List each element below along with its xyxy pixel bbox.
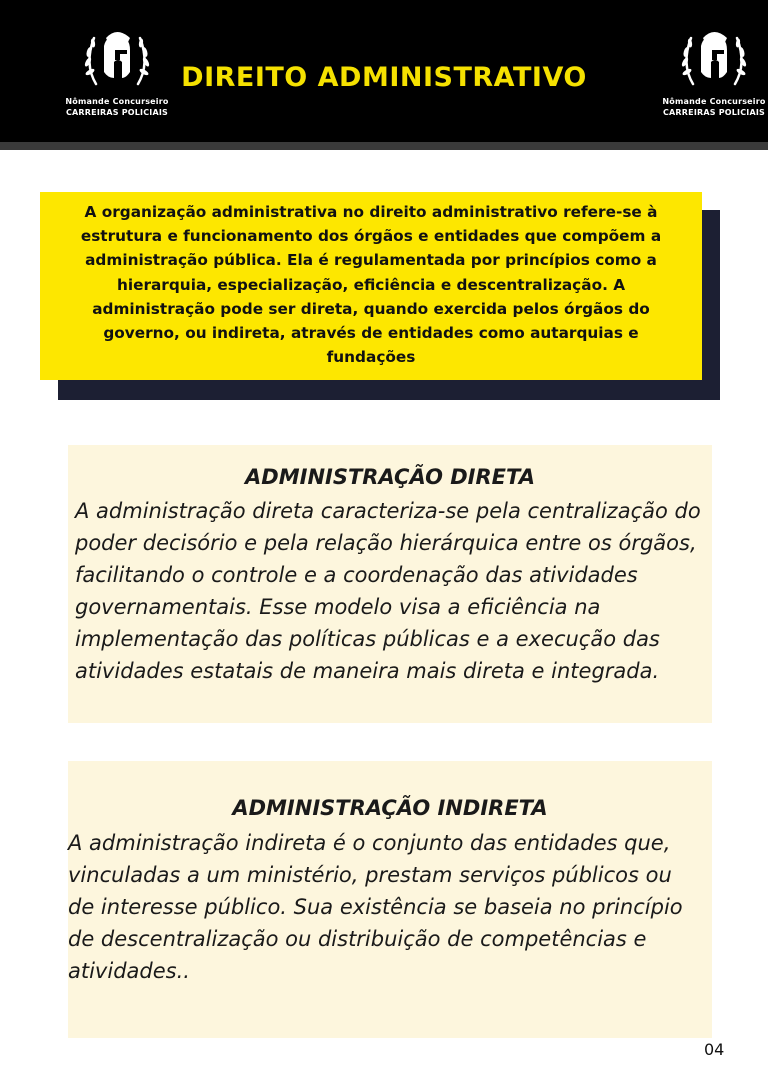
spartan-helmet-laurel-icon: [679, 28, 749, 90]
brand-name: Nômande Concurseiro: [662, 97, 766, 106]
intro-box: [40, 192, 702, 380]
section-heading: ADMINISTRAÇÃO INDIRETA: [232, 796, 548, 820]
brand-name: Nômande Concurseiro: [65, 97, 169, 106]
card-administracao-indireta: [68, 761, 712, 1038]
intro-text: A organização administrativa no direito administrativo refere-se à estrutura e funcionamento dos órgãos e entidades que compõem a administração pública. Ela é regulamentada por princípios como a hierarquia, especialização, eficiência e descentralização. A administração pode ser direta, quando exercida pelos órgãos do governo, ou indireta, através de entidades como autarquias e fundações: [80, 203, 662, 367]
card-administracao-direta: [68, 445, 712, 723]
section-body: A administração direta caracteriza-se pela centralização do poder decisório e pela relação hierárquica entre os órgãos, facilitando o controle e a coordenação das atividades governamentais. Esse modelo visa a eficiência na implementação das políticas públicas e a execução das atividades estatais de maneira mais direta e integrada.: [75, 499, 701, 683]
header-shadow: [0, 142, 768, 150]
section-heading: ADMINISTRAÇÃO DIRETA: [245, 465, 535, 489]
page-title: DIREITO ADMINISTRATIVO: [181, 62, 587, 93]
section-body: A administração indireta é o conjunto das entidades que, vinculadas a um ministério, prestam serviços públicos ou de interesse público. Sua existência se baseia no princípio de descentralização ou distribuição de competências e atividades..: [68, 831, 683, 983]
brand-subtitle: CARREIRAS POLICIAIS: [65, 108, 169, 117]
page-number: 04: [704, 1040, 725, 1059]
logo-right: [654, 28, 768, 134]
brand-subtitle: CARREIRAS POLICIAIS: [662, 108, 766, 117]
